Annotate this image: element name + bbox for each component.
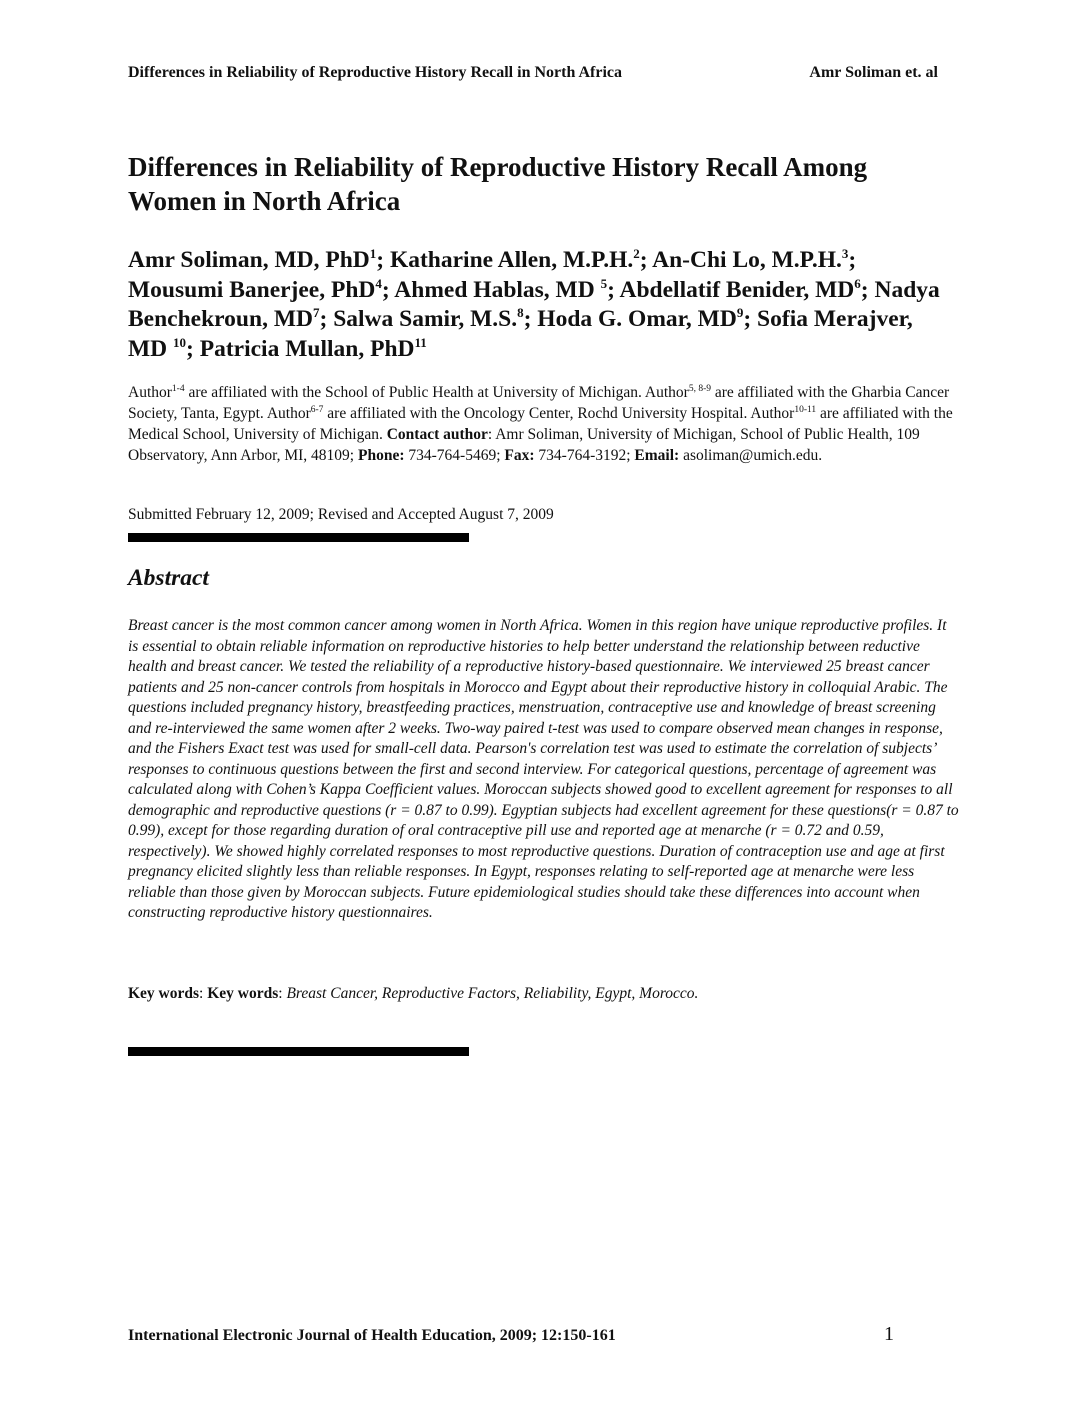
affiliation-marker: 6-7 bbox=[310, 405, 324, 415]
author-affiliation-marker: 1 bbox=[369, 246, 377, 261]
author-name: Katharine Allen, M.P.H. bbox=[389, 247, 634, 273]
author-affiliation-marker: 7 bbox=[312, 305, 320, 320]
author-separator: ; bbox=[743, 306, 758, 332]
author-separator: ; bbox=[523, 306, 538, 332]
affiliation-marker: 10-11 bbox=[794, 405, 817, 415]
abstract-body: Breast cancer is the most common cancer among women in North Africa. Women in this region have unique reproductive profiles. It is essential to obtain reliable information on reproductive histories to help better understand the relationship between reductive health and breast cancer. We tested the reliability of a reproductive history-based questionnaire. We interviewed 25 breast cancer patients and 25 non-cancer controls from hospitals in Morocco and Egypt about their reproductive history in colloquial Arabic. The questions included pregnancy history, breastfeeding practices, menstruation, contraceptive use and knowledge of breast screening and re-interviewed the same women after 2 weeks. Two-way paired t-test was used to compare observed mean changes in response, and the Fishers Exact test was used for small-cell data. Pearson's correlation test was used to estimate the correlation of subjects’ responses to continuous questions between the first and second interview. For categorical questions, percentage of agreement was calculated along with Cohen’s Kappa Coefficient values. Moroccan subjects showed good to excellent agreement for responses to all demographic and reproductive questions (r = 0.87 to 0.99). Egyptian subjects had excellent agreement for these questions(r = 0.87 to 0.99), except for those regarding duration of oral contraceptive pill use and reported age at menarche (r = 0.72 and 0.59, respectively). We showed highly correlated responses to most reproductive questions. Duration of contraception use and age at first pregnancy elicited slightly less than reliable responses. In Egypt, responses relating to self-reported age at menarche were less reliable than those given by Moroccan subjects. Future epidemiological studies should take these differences into account when constructing reproductive history questionnaires. bbox=[128, 617, 959, 921]
section-divider-top bbox=[128, 533, 469, 542]
author-name: Abdellatif Benider, MD bbox=[619, 276, 855, 303]
author-separator: ; bbox=[607, 276, 620, 303]
keywords-label-repeat: Key words bbox=[207, 985, 279, 1002]
author-name: Sofia Merajver, MD bbox=[128, 306, 913, 362]
author-name: Mousumi Banerjee, PhD bbox=[128, 276, 376, 303]
author-separator: ; bbox=[319, 306, 334, 332]
running-header-title: Differences in Reliability of Reproductive History Recall in North Africa bbox=[128, 64, 622, 81]
keywords-label: Key words bbox=[128, 985, 200, 1002]
affiliation-text: Author bbox=[128, 384, 172, 401]
email-label: Email: bbox=[634, 447, 680, 464]
abstract-heading: Abstract bbox=[128, 565, 209, 591]
affiliation-text: are affiliated with the Oncology Center, Rochd University Hospital. Author bbox=[323, 405, 795, 422]
phone-label: Phone: bbox=[358, 447, 405, 464]
author-name: Amr Soliman, MD, PhD bbox=[128, 247, 370, 273]
running-header-authors: Amr Soliman et. al bbox=[809, 64, 938, 81]
affiliation-text: are affiliated with the School of Public Health at University of Michigan. Author bbox=[184, 384, 689, 401]
author-name: Ahmed Hablas, MD bbox=[394, 276, 601, 303]
author-separator: ; bbox=[848, 247, 857, 273]
affiliation-marker: 5, 8-9 bbox=[688, 384, 711, 394]
author-separator: ; bbox=[381, 276, 395, 303]
author-separator: ; bbox=[639, 247, 653, 273]
section-divider-bottom bbox=[128, 1047, 469, 1056]
author-separator: ; bbox=[860, 276, 875, 303]
keywords-values: Breast Cancer, Reproductive Factors, Reliability, Egypt, Morocco. bbox=[286, 985, 699, 1002]
affiliation-text: are affiliated with the Medical School, University of Michigan. bbox=[128, 405, 953, 443]
fax-number: 734-764-3192; bbox=[534, 447, 635, 464]
paper-title: Differences in Reliability of Reproductive History Recall Among Women in North Africa bbox=[128, 152, 868, 216]
author-affiliation-marker: 2 bbox=[633, 246, 640, 261]
page-number: 1 bbox=[884, 1323, 894, 1345]
affiliation-text: are affiliated with the Gharbia Cancer Society, Tanta, Egypt. Author bbox=[128, 384, 950, 422]
author-name: Patricia Mullan, PhD bbox=[199, 335, 415, 362]
author-name: An-Chi Lo, M.P.H. bbox=[652, 247, 842, 273]
submission-dates: Submitted February 12, 2009; Revised and Accepted August 7, 2009 bbox=[128, 506, 554, 523]
author-name: Nadya Benchekroun, MD bbox=[128, 276, 940, 332]
author-affiliation-marker: 8 bbox=[517, 305, 524, 320]
author-separator: ; bbox=[376, 247, 390, 273]
author-affiliation-marker: 3 bbox=[841, 246, 849, 261]
phone-number: 734-764-5469; bbox=[404, 447, 505, 464]
author-affiliation-marker: 6 bbox=[854, 275, 861, 291]
author-name: Hoda G. Omar, MD bbox=[537, 306, 737, 332]
author-affiliation-marker: 10 bbox=[173, 334, 187, 350]
contact-author-label: Contact author bbox=[386, 426, 488, 443]
contact-author-text: : Amr Soliman, University of Michigan, School of Public Health, 109 Observatory, Ann Arbor, MI, 48109; bbox=[128, 426, 920, 464]
affiliations-paragraph bbox=[128, 382, 960, 466]
author-affiliation-marker: 4 bbox=[375, 275, 382, 291]
journal-citation: International Electronic Journal of Health Education, 2009; 12:150-161 bbox=[128, 1327, 616, 1344]
author-affiliation-marker: 11 bbox=[414, 334, 427, 350]
running-header bbox=[128, 64, 938, 82]
author-affiliation-marker: 9 bbox=[736, 305, 744, 320]
email-address: asoliman@umich.edu. bbox=[679, 447, 823, 464]
author-separator: ; bbox=[186, 335, 200, 362]
author-name: Salwa Samir, M.S. bbox=[333, 306, 518, 332]
keywords-line: Key words: Key words: Breast Cancer, Reproductive Factors, Reliability, Egypt, Morocco. bbox=[128, 985, 699, 1002]
page-footer bbox=[128, 1323, 894, 1346]
affiliation-marker: 1-4 bbox=[171, 384, 185, 394]
author-affiliation-marker: 5 bbox=[600, 275, 608, 291]
author-list bbox=[128, 246, 948, 364]
fax-label: Fax: bbox=[504, 447, 535, 464]
